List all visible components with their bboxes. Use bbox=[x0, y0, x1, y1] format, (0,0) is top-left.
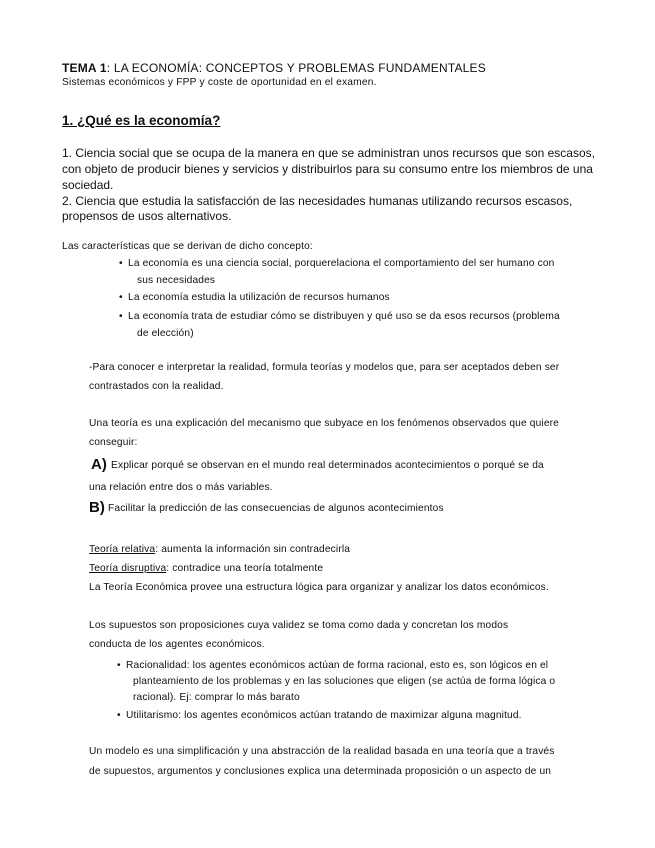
supuestos-line: Los supuestos son proposiciones cuya validez se toma como dada y concretan los modos bbox=[89, 620, 509, 631]
list-item-continuation: planteamiento de los problemas y en las soluciones que eligen (se actúa de forma lógica o bbox=[133, 676, 556, 687]
theory-item-a: Explicar porqué se observan en el mundo real determinados acontecimientos o porqué se da bbox=[111, 460, 544, 471]
theory-disruptiva bbox=[89, 563, 323, 574]
document-subtitle: Sistemas económicos y FPP y coste de oportunidad en el examen. bbox=[62, 77, 377, 88]
list-item: Utilitarismo: los agentes económicos actúan tratando de maximizar alguna magnitud. bbox=[126, 710, 522, 721]
characteristics-intro: Las características que se derivan de dicho concepto: bbox=[62, 241, 313, 252]
theory-item-a-continuation: una relación entre dos o más variables. bbox=[89, 482, 273, 493]
bullet-glyph: • bbox=[117, 660, 121, 671]
section-number: 1 bbox=[62, 113, 70, 128]
theory-item-letter-a: A) bbox=[91, 456, 107, 473]
bullet-glyph: • bbox=[119, 292, 123, 303]
section-title: . ¿Qué es la economía? bbox=[69, 113, 221, 128]
list-item-continuation: racional). Ej: comprar lo más barato bbox=[133, 692, 300, 703]
list-item: La economía es una ciencia social, porquerelaciona el comportamiento del ser humano con bbox=[128, 258, 555, 269]
bullet-glyph: • bbox=[117, 710, 121, 721]
definition-line: sociedad. bbox=[62, 178, 114, 192]
definition-line: 1. Ciencia social que se ocupa de la manera en que se administran unos recursos que son escasos, bbox=[62, 146, 595, 160]
theory-line: Una teoría es una explicación del mecanismo que subyace en los fenómenos observados que quiere bbox=[89, 418, 559, 429]
modelo-line: de supuestos, argumentos y conclusiones explica una determinada proposición o un aspecto de un bbox=[89, 766, 552, 777]
list-item: La economía estudia la utilización de recursos humanos bbox=[128, 292, 390, 303]
section-heading bbox=[62, 113, 220, 128]
document-title bbox=[62, 61, 486, 75]
theory-item-letter-b: B) bbox=[89, 499, 105, 516]
bullet-glyph: • bbox=[119, 311, 123, 322]
paragraph-line: -Para conocer e interpretar la realidad, formula teorías y modelos que, para ser aceptados deben ser bbox=[89, 362, 560, 373]
list-item-continuation: sus necesidades bbox=[137, 275, 216, 286]
theory-disruptiva-text: : contradice una teoría totalmente bbox=[166, 563, 324, 574]
theory-disruptiva-label: Teoría disruptiva bbox=[89, 563, 167, 574]
modelo-line: Un modelo es una simplificación y una abstracción de la realidad basada en una teoría que a través bbox=[89, 746, 555, 757]
list-item: La economía trata de estudiar cómo se distribuyen y qué uso se da esos recursos (problema bbox=[128, 311, 560, 322]
tema-title: : LA ECONOMÍA: CONCEPTOS Y PROBLEMAS FUNDAMENTALES bbox=[106, 61, 486, 75]
theory-line: conseguir: bbox=[89, 437, 138, 448]
theory-relativa-text: : aumenta la información sin contradecirla bbox=[155, 544, 351, 555]
theory-item-b: Facilitar la predicción de las consecuencias de algunos acontecimientos bbox=[108, 503, 444, 514]
list-item-continuation: de elección) bbox=[137, 328, 194, 339]
list-item: Racionalidad: los agentes económicos actúan de forma racional, esto es, son lógicos en el bbox=[126, 660, 549, 671]
definition-line: con objeto de producir bienes y servicios y distribuirlos para su consumo entre los miembros de una bbox=[62, 162, 593, 176]
definition-line: propensos de usos alternativos. bbox=[62, 209, 232, 223]
theory-relativa bbox=[89, 544, 350, 555]
theory-relativa-label: Teoría relativa bbox=[89, 544, 156, 555]
definition-line: 2. Ciencia que estudia la satisfacción de las necesidades humanas utilizando recursos escasos, bbox=[62, 194, 573, 208]
theory-economica: La Teoría Económica provee una estructura lógica para organizar y analizar los datos económicos. bbox=[89, 582, 549, 593]
bullet-glyph: • bbox=[119, 258, 123, 269]
tema-label: TEMA 1 bbox=[62, 61, 107, 75]
paragraph-line: contrastados con la realidad. bbox=[89, 381, 224, 392]
supuestos-line: conducta de los agentes económicos. bbox=[89, 639, 265, 650]
